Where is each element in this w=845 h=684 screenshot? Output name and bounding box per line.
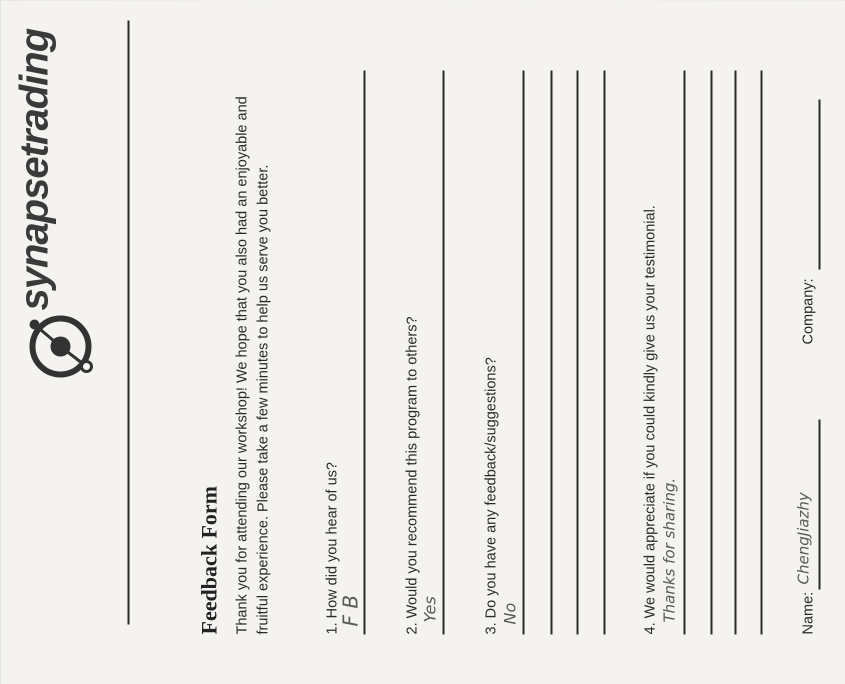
question-4-answer-line-1 (683, 70, 685, 634)
question-1-answer: F B (338, 594, 362, 626)
question-1-label: 1. How did you hear of us? (324, 461, 340, 634)
question-3-answer-line-3 (576, 70, 578, 634)
top-rule (127, 20, 129, 624)
question-4-label: 4. We would appreciate if you could kindly give us your testimonial. (642, 204, 658, 634)
question-3-label: 3. Do you have any feedback/suggestions? (483, 356, 499, 634)
name-line (818, 419, 820, 589)
question-2-label: 2. Would you recommend this program to others? (404, 315, 420, 634)
question-3-answer-line-2 (550, 70, 552, 634)
name-value: ChengJiazhy (794, 491, 812, 584)
question-3-answer-line-1 (522, 70, 524, 634)
company-label: Company: (800, 277, 816, 344)
company-line (818, 99, 820, 269)
name-label: Name: (800, 591, 816, 634)
question-4-answer: Thanks for sharing. (660, 477, 678, 622)
logo-text: synapsetrading (12, 28, 56, 310)
synapsetrading-logo (6, 24, 106, 384)
logo-mark-icon (12, 308, 102, 384)
form-title: Feedback Form (196, 485, 221, 634)
form-intro: Thank you for attending our workshop! We hope that you also had an enjoyable and fruitful experience. Please take a few minutes to help us serve you better. (234, 95, 271, 634)
question-1-answer-line (363, 70, 365, 634)
question-4-answer-line-4 (760, 70, 762, 634)
question-3-answer-line-4 (603, 70, 605, 634)
question-4-answer-line-2 (710, 70, 712, 634)
question-3-answer: No (500, 602, 519, 624)
question-4-answer-line-3 (734, 70, 736, 634)
question-2-answer: Yes (420, 595, 439, 622)
question-2-answer-line (442, 70, 444, 634)
